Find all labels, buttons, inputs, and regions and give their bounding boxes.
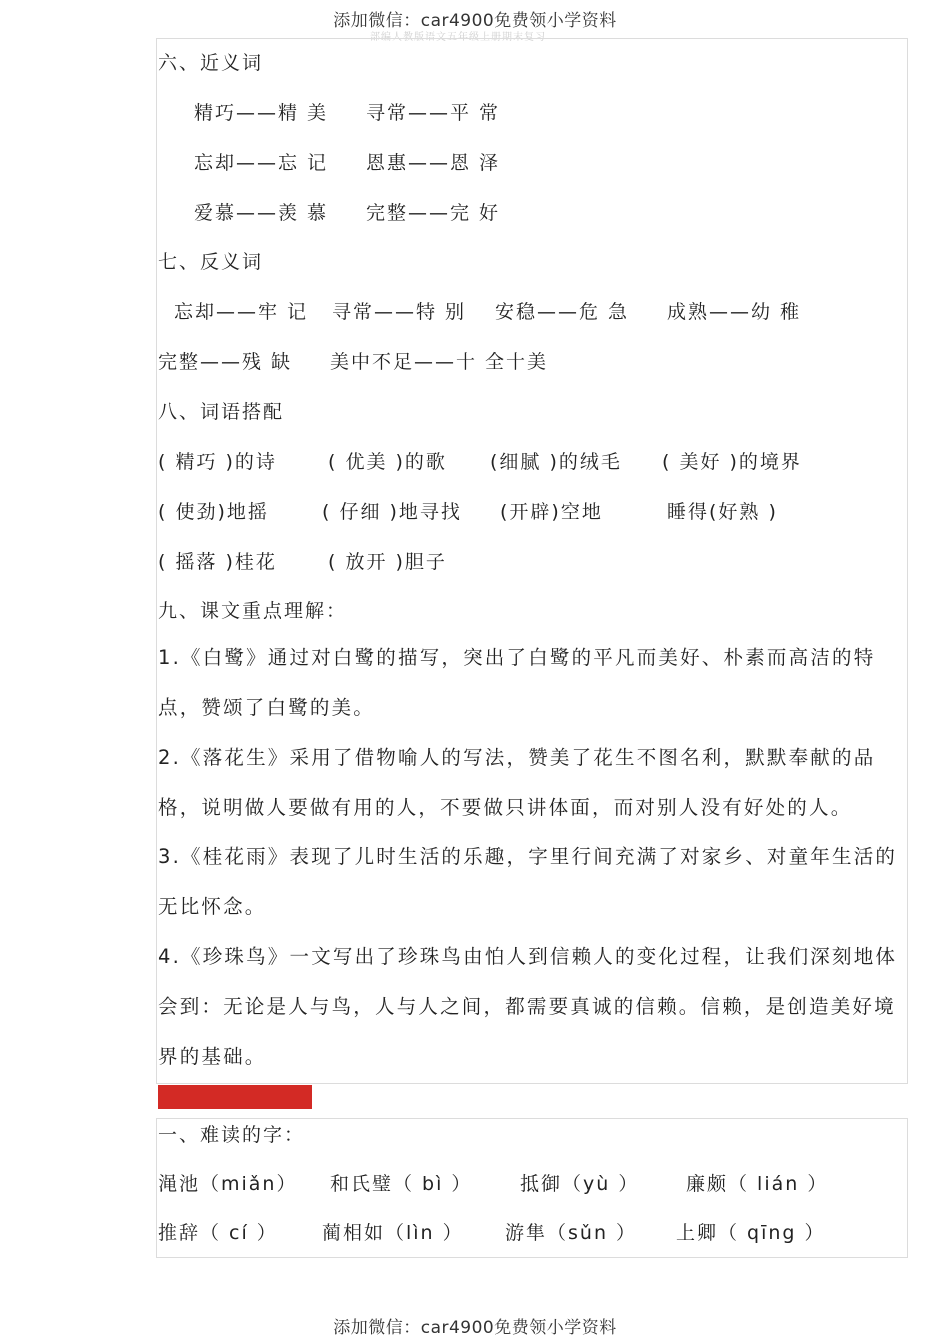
collocation-item: ( 仔细 )地寻找 <box>322 501 462 523</box>
antonym-pair: 完整——残 缺 <box>158 351 293 373</box>
antonym-pair: 安稳——危 急 <box>495 301 630 323</box>
faded-header-text: 部编人教版语文五年级上册期末复习 <box>370 32 546 43</box>
key-point-paragraph: 2.《落花生》采用了借物喻人的写法，赞美了花生不图名利，默默奉献的品格，说明做人要做有用的人，不要做只讲体面，而对别人没有好处的人。 <box>158 746 876 819</box>
section-heading-key-points: 九、课文重点理解： <box>158 600 348 622</box>
synonym-pair: 恩惠——恩 泽 <box>366 152 501 174</box>
pinyin-item: 渑池（miǎn） <box>158 1173 298 1195</box>
synonym-pair: 寻常——平 常 <box>366 102 501 124</box>
pinyin-item: 蔺相如（lìn ） <box>322 1222 464 1244</box>
antonym-pair: 忘却——牢 记 <box>174 301 309 323</box>
pinyin-item: 廉颇（ lián ） <box>686 1173 829 1195</box>
key-point-paragraph: 1.《白鹭》通过对白鹭的描写，突出了白鹭的平凡而美好、朴素而高洁的特点，赞颂了白鹭的美。 <box>158 646 876 719</box>
watermark-bottom: 添加微信：car4900免费领小学资料 <box>333 1318 617 1338</box>
antonym-pair: 成熟——幼 稚 <box>667 301 802 323</box>
collocation-item: (开辟)空地 <box>500 501 603 523</box>
synonym-pair: 爱慕——羡 慕 <box>194 202 329 224</box>
collocation-item: (细腻 )的绒毛 <box>490 451 622 473</box>
collocation-item: ( 精巧 )的诗 <box>158 451 277 473</box>
pinyin-item: 推辞（ cí ） <box>158 1222 278 1244</box>
pinyin-item: 上卿（ qīng ） <box>676 1222 826 1244</box>
pinyin-item: 抵御（yù ） <box>520 1173 640 1195</box>
collocation-item: ( 美好 )的境界 <box>662 451 802 473</box>
antonym-pair: 寻常——特 别 <box>332 301 467 323</box>
section-heading-collocations: 八、词语搭配 <box>158 401 285 423</box>
section-heading-antonyms: 七、反义词 <box>158 251 264 273</box>
collocation-item: ( 优美 )的歌 <box>328 451 447 473</box>
pinyin-item: 游隼（sǔn ） <box>505 1222 638 1244</box>
antonym-pair: 美中不足——十 全十美 <box>330 351 549 373</box>
pinyin-item: 和氏璧（ bì ） <box>330 1173 473 1195</box>
section-heading-hard-characters: 一、难读的字： <box>158 1124 306 1146</box>
synonym-pair: 精巧——精 美 <box>194 102 329 124</box>
section-divider-bar <box>158 1085 312 1109</box>
collocation-item: ( 放开 )胆子 <box>328 551 447 573</box>
synonym-pair: 忘却——忘 记 <box>194 152 329 174</box>
section-heading-synonyms: 六、近义词 <box>158 52 264 74</box>
watermark-top: 添加微信：car4900免费领小学资料 <box>333 11 617 31</box>
synonym-pair: 完整——完 好 <box>366 202 501 224</box>
key-point-paragraph: 3.《桂花雨》表现了儿时生活的乐趣，字里行间充满了对家乡、对童年生活的无比怀念。 <box>158 845 898 918</box>
collocation-item: 睡得(好熟 ) <box>667 501 778 523</box>
collocation-item: ( 使劲)地摇 <box>158 501 269 523</box>
key-point-paragraph: 4.《珍珠鸟》一文写出了珍珠鸟由怕人到信赖人的变化过程，让我们深刻地体会到：无论是人与鸟，人与人之间，都需要真诚的信赖。信赖，是创造美好境界的基础。 <box>158 945 898 1068</box>
collocation-item: ( 摇落 )桂花 <box>158 551 277 573</box>
